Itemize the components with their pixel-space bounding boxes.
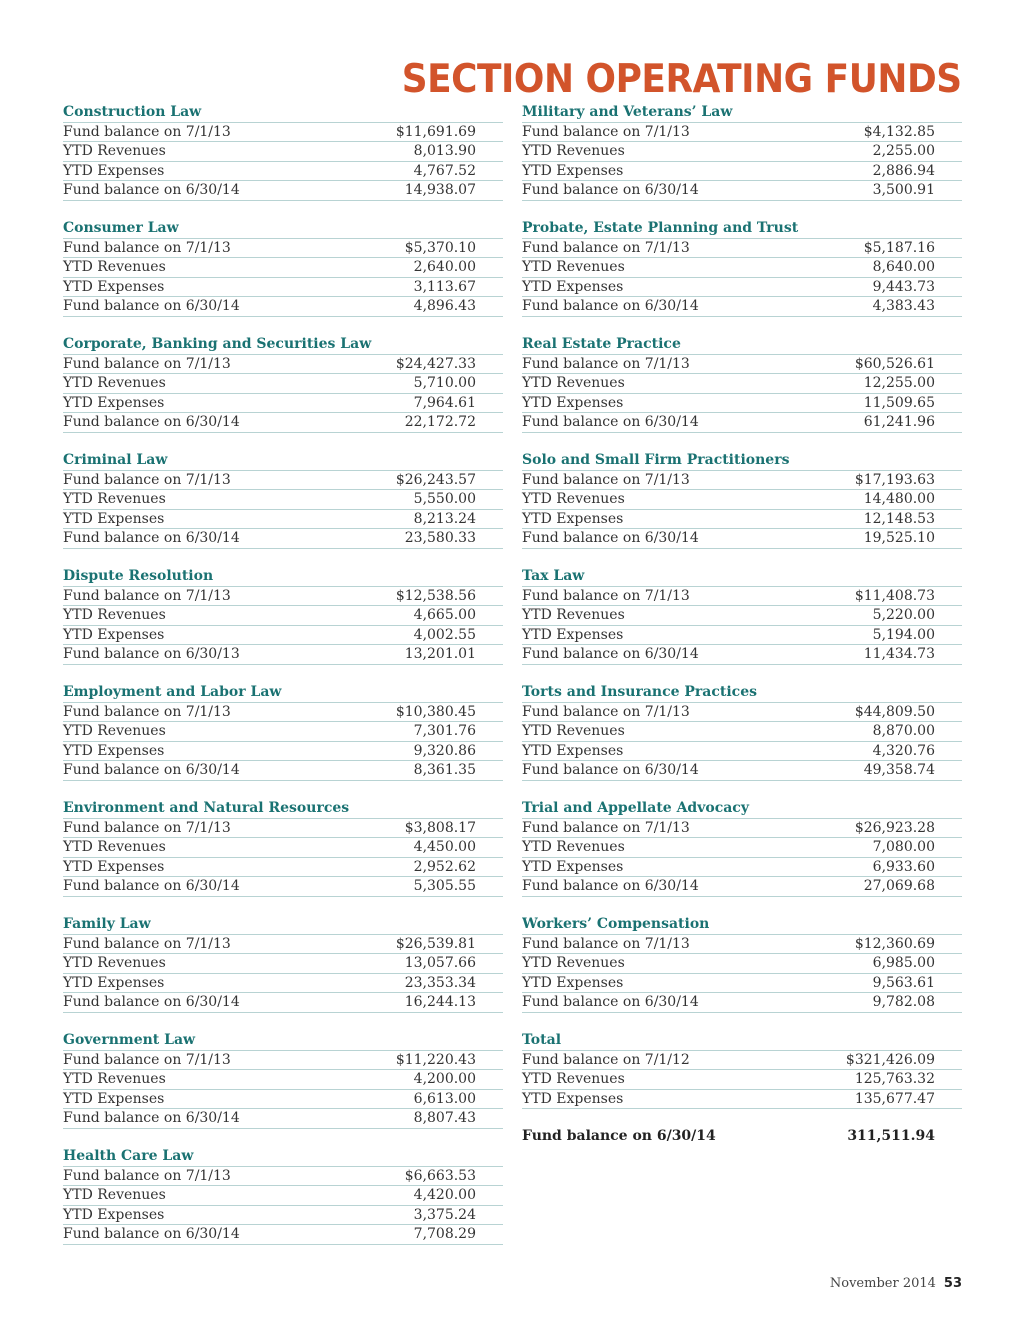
fund-row <box>63 858 503 878</box>
fund-row-value: 4,383.43 <box>872 298 935 314</box>
fund-row-value: $4,132.85 <box>863 123 935 140</box>
fund-row-label: YTD Revenues <box>63 607 166 623</box>
fund-row <box>63 490 503 510</box>
fund-row-value: 4,320.76 <box>872 742 935 759</box>
fund-row-label: YTD Expenses <box>522 858 624 875</box>
fund-row-value: 8,640.00 <box>872 259 935 275</box>
fund-row <box>63 606 503 626</box>
fund-row-value: $6,663.53 <box>404 1167 476 1184</box>
fund-section <box>522 567 962 665</box>
fund-row-value: 6,613.00 <box>413 1090 476 1107</box>
fund-row-value: 13,057.66 <box>404 955 476 971</box>
fund-row-value: 8,361.35 <box>413 762 476 778</box>
fund-row-label: YTD Revenues <box>522 839 625 855</box>
fund-row <box>522 490 962 510</box>
fund-row-label: YTD Expenses <box>63 1206 165 1223</box>
fund-row-label: Fund balance on 7/1/12 <box>522 1051 690 1068</box>
fund-row <box>63 529 503 549</box>
fund-row <box>63 413 503 433</box>
fund-row-label: Fund balance on 6/30/14 <box>63 994 240 1010</box>
final-fund-balance-label: Fund balance on 6/30/14 <box>522 1127 716 1144</box>
fund-row-label: Fund balance on 6/30/13 <box>63 646 240 662</box>
fund-row-value: $12,538.56 <box>395 587 476 604</box>
fund-section-title: Dispute Resolution <box>63 567 503 587</box>
fund-row-label: Fund balance on 6/30/14 <box>63 1110 240 1126</box>
fund-row <box>522 181 962 201</box>
fund-row-value: $5,187.16 <box>863 239 935 256</box>
fund-row <box>522 239 962 259</box>
fund-row <box>63 1206 503 1226</box>
fund-row-label: YTD Revenues <box>522 375 625 391</box>
fund-row-value: 19,525.10 <box>863 530 935 546</box>
fund-row <box>522 394 962 414</box>
fund-row <box>522 742 962 762</box>
fund-row-value: 49,358.74 <box>863 762 935 778</box>
fund-row-value: $11,408.73 <box>854 587 935 604</box>
fund-section <box>63 219 503 317</box>
fund-row-label: YTD Revenues <box>63 259 166 275</box>
fund-section-title: Trial and Appellate Advocacy <box>522 799 962 819</box>
fund-row-value: 8,013.90 <box>413 143 476 159</box>
fund-row <box>63 819 503 839</box>
fund-row <box>63 703 503 723</box>
fund-section-title: Employment and Labor Law <box>63 683 503 703</box>
fund-row-value: 4,767.52 <box>413 162 476 179</box>
fund-row-label: YTD Expenses <box>522 278 624 295</box>
fund-row-label: YTD Expenses <box>63 742 165 759</box>
fund-row-label: Fund balance on 7/1/13 <box>522 355 690 372</box>
fund-row-label: Fund balance on 7/1/13 <box>63 587 231 604</box>
fund-row-value: 9,563.61 <box>872 974 935 991</box>
fund-row-label: Fund balance on 7/1/13 <box>522 819 690 836</box>
fund-row <box>63 626 503 646</box>
fund-section-title: Torts and Insurance Practices <box>522 683 962 703</box>
fund-row <box>63 239 503 259</box>
fund-row <box>63 1167 503 1187</box>
fund-row-label: Fund balance on 6/30/14 <box>522 994 699 1010</box>
fund-row-label: Fund balance on 6/30/14 <box>522 878 699 894</box>
fund-section-title: Real Estate Practice <box>522 335 962 355</box>
fund-section-title: Construction Law <box>63 103 503 123</box>
fund-row <box>63 258 503 278</box>
fund-row <box>63 471 503 491</box>
fund-row <box>63 394 503 414</box>
fund-row <box>63 181 503 201</box>
fund-row-value: $321,426.09 <box>845 1051 935 1068</box>
fund-row-value: 61,241.96 <box>863 414 935 430</box>
fund-row <box>63 123 503 143</box>
fund-section-title: Military and Veterans’ Law <box>522 103 962 123</box>
fund-row-value: $3,808.17 <box>404 819 476 836</box>
fund-row-value: 14,938.07 <box>404 182 476 198</box>
fund-row-value: 5,194.00 <box>872 626 935 643</box>
fund-row-label: YTD Expenses <box>522 626 624 643</box>
fund-row <box>522 413 962 433</box>
fund-row-value: 2,886.94 <box>872 162 935 179</box>
fund-row <box>522 1090 962 1110</box>
fund-row-label: YTD Expenses <box>522 1090 624 1107</box>
fund-row-value: 3,500.91 <box>872 182 935 198</box>
fund-row-label: YTD Revenues <box>522 491 625 507</box>
fund-row <box>522 529 962 549</box>
fund-section <box>63 567 503 665</box>
fund-row <box>63 587 503 607</box>
fund-row <box>522 278 962 298</box>
fund-row-label: YTD Expenses <box>522 742 624 759</box>
fund-section-title: Probate, Estate Planning and Trust <box>522 219 962 239</box>
fund-row-label: YTD Revenues <box>63 723 166 739</box>
fund-row-label: Fund balance on 7/1/13 <box>522 471 690 488</box>
fund-row-value: $26,923.28 <box>854 819 935 836</box>
fund-row-value: 125,763.32 <box>854 1071 935 1087</box>
fund-row-label: YTD Expenses <box>522 394 624 411</box>
fund-row-label: YTD Revenues <box>63 1071 166 1087</box>
fund-row <box>522 722 962 742</box>
fund-row-value: 3,375.24 <box>413 1206 476 1223</box>
fund-row-label: Fund balance on 7/1/13 <box>522 935 690 952</box>
fund-row <box>522 877 962 897</box>
fund-row-label: YTD Expenses <box>63 394 165 411</box>
fund-row-label: Fund balance on 7/1/13 <box>63 1051 231 1068</box>
fund-row-label: YTD Expenses <box>63 974 165 991</box>
fund-row <box>63 510 503 530</box>
fund-row-label: YTD Expenses <box>522 162 624 179</box>
fund-section <box>63 335 503 433</box>
fund-row-label: YTD Expenses <box>63 278 165 295</box>
fund-row <box>522 1070 962 1090</box>
fund-row-label: Fund balance on 6/30/14 <box>522 530 699 546</box>
fund-row-value: $10,380.45 <box>395 703 476 720</box>
page-title: SECTION OPERATING FUNDS <box>402 57 962 102</box>
fund-row-value: 6,933.60 <box>872 858 935 875</box>
fund-row-label: Fund balance on 7/1/13 <box>63 703 231 720</box>
fund-section <box>63 1147 503 1245</box>
fund-row-label: YTD Expenses <box>522 974 624 991</box>
fund-row-value: 2,640.00 <box>413 259 476 275</box>
fund-section-title: Health Care Law <box>63 1147 503 1167</box>
fund-row-value: 6,985.00 <box>872 955 935 971</box>
fund-row <box>63 1225 503 1245</box>
fund-section <box>522 683 962 781</box>
fund-row-value: 23,580.33 <box>404 530 476 546</box>
fund-row-value: 12,255.00 <box>863 375 935 391</box>
fund-row <box>522 606 962 626</box>
fund-row-value: 7,964.61 <box>413 394 476 411</box>
fund-row <box>63 993 503 1013</box>
fund-row <box>63 355 503 375</box>
fund-row <box>522 258 962 278</box>
fund-row-value: 5,550.00 <box>413 491 476 507</box>
fund-row-value: 2,952.62 <box>413 858 476 875</box>
fund-row-label: Fund balance on 6/30/14 <box>63 1226 240 1242</box>
fund-row-value: 13,201.01 <box>404 646 476 662</box>
fund-row-value: 11,509.65 <box>863 394 935 411</box>
fund-section-title: Corporate, Banking and Securities Law <box>63 335 503 355</box>
fund-section <box>63 451 503 549</box>
page-number: 53 <box>943 1276 962 1291</box>
fund-row-label: Fund balance on 7/1/13 <box>522 587 690 604</box>
fund-row-label: YTD Revenues <box>522 607 625 623</box>
fund-row <box>63 1051 503 1071</box>
fund-row-value: 4,200.00 <box>413 1071 476 1087</box>
fund-row-value: 4,420.00 <box>413 1187 476 1203</box>
fund-section-title: Consumer Law <box>63 219 503 239</box>
fund-row <box>522 374 962 394</box>
fund-section <box>63 799 503 897</box>
fund-row-label: Fund balance on 6/30/14 <box>63 878 240 894</box>
fund-row-label: Fund balance on 6/30/14 <box>522 646 699 662</box>
fund-row <box>522 471 962 491</box>
fund-row <box>522 626 962 646</box>
fund-row-label: YTD Revenues <box>63 375 166 391</box>
fund-section-title: Government Law <box>63 1031 503 1051</box>
fund-row-value: 14,480.00 <box>863 491 935 507</box>
fund-row-value: 4,450.00 <box>413 839 476 855</box>
fund-row-value: 4,896.43 <box>413 298 476 314</box>
fund-row-label: YTD Expenses <box>63 510 165 527</box>
fund-row-label: Fund balance on 7/1/13 <box>63 1167 231 1184</box>
fund-row-value: $11,691.69 <box>395 123 476 140</box>
fund-row-label: YTD Expenses <box>63 1090 165 1107</box>
fund-row-label: YTD Revenues <box>522 143 625 159</box>
fund-row-label: YTD Revenues <box>522 259 625 275</box>
fund-row-value: 2,255.00 <box>872 143 935 159</box>
fund-row <box>63 935 503 955</box>
fund-row-label: Fund balance on 6/30/14 <box>522 762 699 778</box>
fund-row-value: 11,434.73 <box>863 646 935 662</box>
fund-row-label: YTD Revenues <box>63 955 166 971</box>
right-fund-list <box>522 103 962 1109</box>
fund-row-label: Fund balance on 6/30/14 <box>63 414 240 430</box>
fund-row <box>63 1090 503 1110</box>
fund-row <box>522 838 962 858</box>
fund-row-label: Fund balance on 7/1/13 <box>63 819 231 836</box>
fund-row-value: $17,193.63 <box>854 471 935 488</box>
fund-row-label: YTD Revenues <box>63 1187 166 1203</box>
fund-row-value: 12,148.53 <box>863 510 935 527</box>
fund-row-value: 7,708.29 <box>413 1226 476 1242</box>
fund-row <box>522 974 962 994</box>
page-footer <box>830 1276 962 1291</box>
left-column <box>63 103 503 1263</box>
fund-row-label: YTD Revenues <box>63 839 166 855</box>
fund-row <box>63 1186 503 1206</box>
fund-row-label: YTD Revenues <box>522 955 625 971</box>
fund-section <box>522 219 962 317</box>
fund-row-value: 5,220.00 <box>872 607 935 623</box>
fund-row-label: Fund balance on 7/1/13 <box>522 239 690 256</box>
final-fund-balance <box>522 1127 962 1146</box>
fund-row-label: YTD Revenues <box>63 491 166 507</box>
fund-row <box>522 819 962 839</box>
fund-row <box>63 974 503 994</box>
fund-row-value: 3,113.67 <box>413 278 476 295</box>
fund-row-value: $12,360.69 <box>854 935 935 952</box>
fund-section <box>522 103 962 201</box>
fund-row-label: YTD Expenses <box>63 162 165 179</box>
fund-section-title: Environment and Natural Resources <box>63 799 503 819</box>
fund-row-value: $5,370.10 <box>404 239 476 256</box>
fund-row-value: 22,172.72 <box>404 414 476 430</box>
fund-row-value: 7,301.76 <box>413 723 476 739</box>
fund-section-title: Family Law <box>63 915 503 935</box>
fund-row-label: Fund balance on 7/1/13 <box>63 239 231 256</box>
fund-row-label: Fund balance on 7/1/13 <box>522 123 690 140</box>
fund-row <box>522 703 962 723</box>
fund-section <box>63 683 503 781</box>
fund-section <box>63 103 503 201</box>
fund-row-value: $24,427.33 <box>395 355 476 372</box>
fund-row-label: Fund balance on 6/30/14 <box>522 182 699 198</box>
fund-row-value: 135,677.47 <box>854 1090 935 1107</box>
fund-row-label: Fund balance on 6/30/14 <box>522 298 699 314</box>
fund-row-value: 5,710.00 <box>413 375 476 391</box>
fund-row <box>63 278 503 298</box>
fund-row-label: Fund balance on 6/30/14 <box>63 530 240 546</box>
fund-row <box>63 722 503 742</box>
fund-row-value: 8,807.43 <box>413 1110 476 1126</box>
fund-row-value: $60,526.61 <box>854 355 935 372</box>
fund-row <box>522 993 962 1013</box>
footer-date: November 2014 <box>829 1276 936 1291</box>
fund-row <box>522 587 962 607</box>
fund-row <box>522 510 962 530</box>
fund-section-title: Tax Law <box>522 567 962 587</box>
fund-row <box>522 858 962 878</box>
fund-row-value: 9,320.86 <box>413 742 476 759</box>
fund-row <box>63 297 503 317</box>
fund-row <box>63 954 503 974</box>
fund-row-value: $26,243.57 <box>395 471 476 488</box>
right-column <box>522 103 962 1145</box>
fund-row <box>522 761 962 781</box>
fund-row-label: YTD Revenues <box>522 1071 625 1087</box>
fund-row-value: 4,002.55 <box>413 626 476 643</box>
fund-section <box>63 1031 503 1129</box>
fund-row-value: 4,665.00 <box>413 607 476 623</box>
fund-row-value: $44,809.50 <box>854 703 935 720</box>
fund-row-label: YTD Revenues <box>522 723 625 739</box>
fund-row-value: $11,220.43 <box>395 1051 476 1068</box>
fund-row-value: 16,244.13 <box>404 994 476 1010</box>
fund-row-value: 23,353.34 <box>404 974 476 991</box>
fund-row-value: 8,870.00 <box>872 723 935 739</box>
fund-row <box>63 1109 503 1129</box>
fund-row-label: Fund balance on 7/1/13 <box>63 355 231 372</box>
fund-row <box>63 877 503 897</box>
fund-section-title: Workers’ Compensation <box>522 915 962 935</box>
fund-row <box>522 645 962 665</box>
fund-row-value: 27,069.68 <box>863 878 935 894</box>
fund-row <box>63 142 503 162</box>
fund-row-label: Fund balance on 7/1/13 <box>63 123 231 140</box>
fund-section <box>522 915 962 1013</box>
fund-row <box>522 297 962 317</box>
fund-row-value: 8,213.24 <box>413 510 476 527</box>
fund-row-label: YTD Revenues <box>63 143 166 159</box>
fund-section <box>522 335 962 433</box>
fund-row <box>522 954 962 974</box>
fund-row <box>522 162 962 182</box>
fund-row-label: Fund balance on 6/30/14 <box>63 762 240 778</box>
fund-row-label: YTD Expenses <box>63 626 165 643</box>
fund-row <box>63 645 503 665</box>
fund-row-label: Fund balance on 7/1/13 <box>63 935 231 952</box>
fund-row <box>522 355 962 375</box>
fund-row <box>63 1070 503 1090</box>
fund-section <box>522 799 962 897</box>
fund-row <box>63 761 503 781</box>
fund-row-label: Fund balance on 6/30/14 <box>522 414 699 430</box>
fund-section-title: Criminal Law <box>63 451 503 471</box>
fund-section <box>63 915 503 1013</box>
fund-section-title: Total <box>522 1031 962 1051</box>
fund-row-label: Fund balance on 6/30/14 <box>63 298 240 314</box>
fund-row <box>63 374 503 394</box>
fund-row-value: 7,080.00 <box>872 839 935 855</box>
fund-row <box>63 162 503 182</box>
fund-row-label: Fund balance on 7/1/13 <box>522 703 690 720</box>
final-fund-balance-value: 311,511.94 <box>847 1127 935 1144</box>
fund-row-value: 9,782.08 <box>872 994 935 1010</box>
fund-row <box>522 142 962 162</box>
fund-row-value: $26,539.81 <box>395 935 476 952</box>
fund-section <box>522 451 962 549</box>
fund-row <box>63 742 503 762</box>
fund-row-label: YTD Expenses <box>522 510 624 527</box>
fund-row <box>522 123 962 143</box>
fund-row-label: Fund balance on 7/1/13 <box>63 471 231 488</box>
fund-row-label: YTD Expenses <box>63 858 165 875</box>
fund-section <box>522 1031 962 1109</box>
fund-row-value: 9,443.73 <box>872 278 935 295</box>
fund-row-label: Fund balance on 6/30/14 <box>63 182 240 198</box>
fund-row-value: 5,305.55 <box>413 878 476 894</box>
fund-row <box>63 838 503 858</box>
fund-row <box>522 1051 962 1071</box>
fund-section-title: Solo and Small Firm Practitioners <box>522 451 962 471</box>
fund-row <box>522 935 962 955</box>
